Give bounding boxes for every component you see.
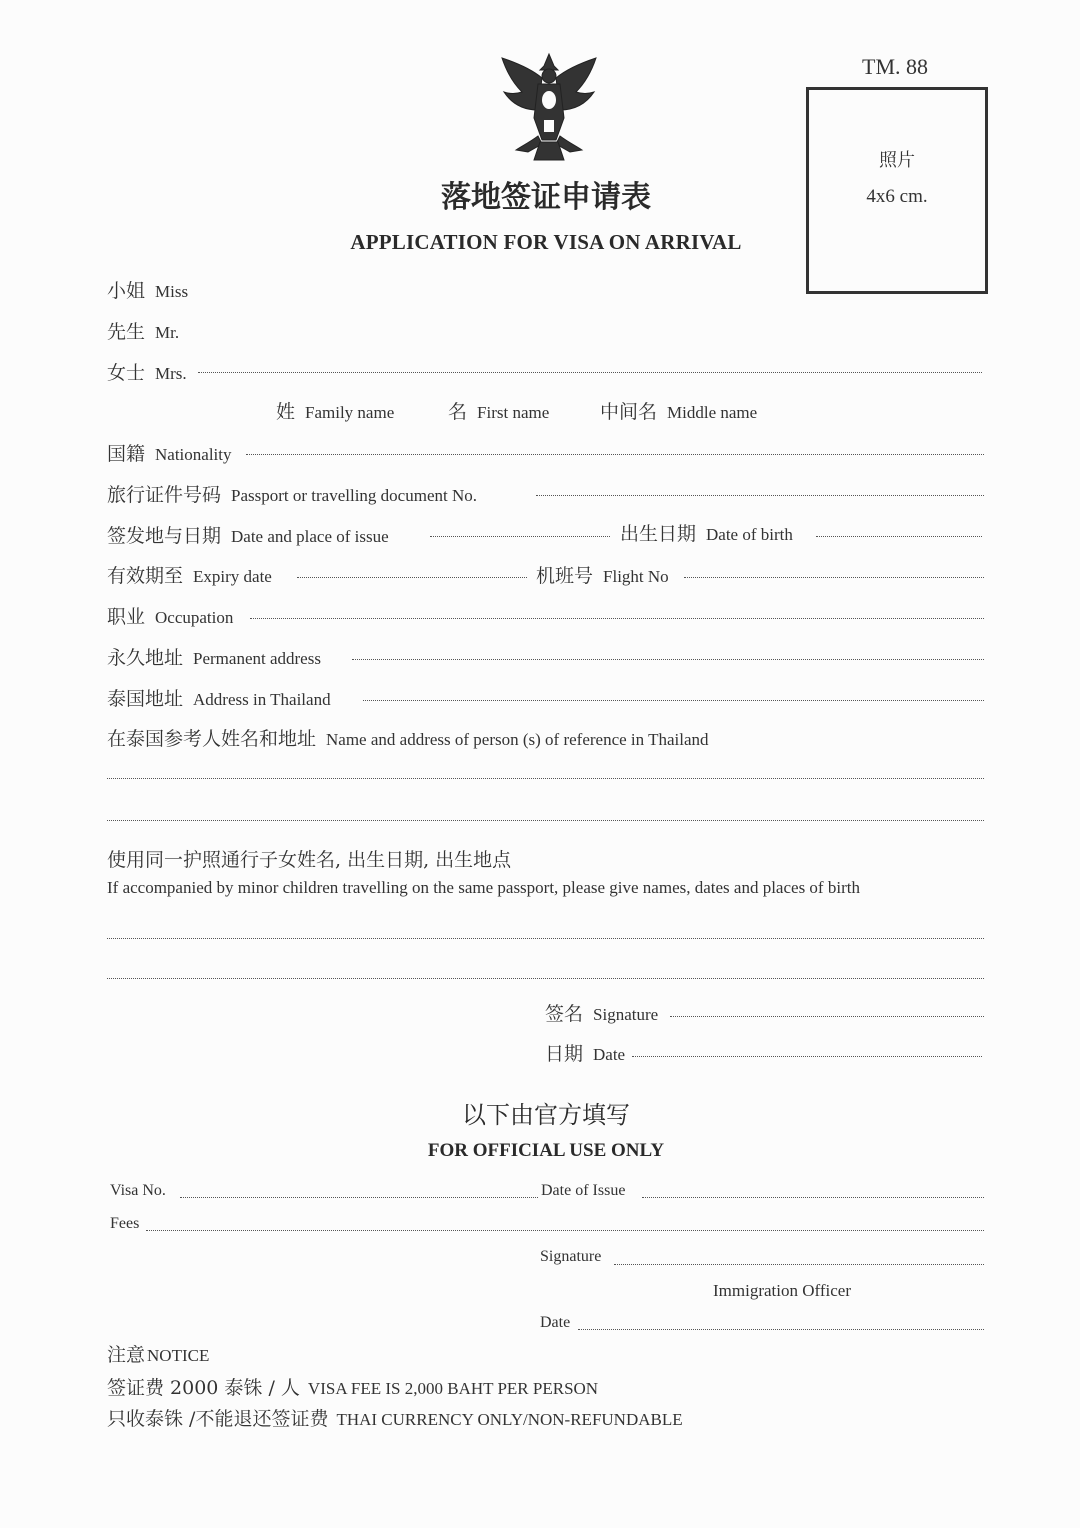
immigration-officer-label: Immigration Officer (713, 1281, 852, 1300)
issue-label (107, 521, 389, 548)
applicant-date-label (545, 1039, 625, 1066)
officer-date-label: Date (540, 1314, 571, 1331)
occupation-field[interactable] (250, 618, 984, 619)
issue-field[interactable] (430, 536, 610, 537)
thai-address-en: Address in Thailand (193, 690, 331, 709)
flight-field[interactable] (684, 577, 984, 578)
reference-field-1[interactable] (107, 778, 984, 779)
applicant-date-field[interactable] (632, 1056, 982, 1057)
form-code: TM. 88 (862, 54, 928, 79)
notice-line-2 (107, 1404, 683, 1431)
date-of-issue-label: Date of Issue (541, 1182, 626, 1199)
title-mrs[interactable] (107, 358, 187, 385)
nationality-field[interactable] (246, 454, 984, 455)
title-mr-zh: 先生 (107, 321, 146, 343)
title-miss[interactable] (107, 276, 188, 303)
expiry-en: Expiry date (193, 567, 272, 586)
permanent-address-label (107, 643, 321, 670)
passport-en: Passport or travelling document No. (231, 486, 478, 505)
expiry-label (107, 561, 272, 588)
garuda-emblem-icon (494, 48, 604, 166)
occupation-zh: 职业 (107, 606, 146, 628)
official-title-en: FOR OFFICIAL USE ONLY (427, 1140, 665, 1161)
reference-label (107, 724, 709, 751)
date-zh: 日期 (545, 1043, 584, 1065)
form-title-en: APPLICATION FOR VISA ON ARRIVAL (350, 230, 742, 254)
family-name-zh: 姓 (276, 401, 296, 423)
permanent-en: Permanent address (193, 649, 321, 668)
passport-zh: 旅行证件号码 (107, 484, 222, 506)
title-mrs-zh: 女士 (107, 362, 146, 384)
date-of-issue-field[interactable] (642, 1197, 984, 1198)
official-title-zh: 以下由官方填写 (462, 1101, 630, 1129)
notice-title (107, 1340, 209, 1367)
children-label-en: If accompanied by minor children travelling on the same passport, please give names, dates and places of birth (107, 878, 860, 897)
first-name-zh: 名 (448, 401, 468, 423)
applicant-signature-label (545, 999, 658, 1026)
thai-address-zh: 泰国地址 (107, 688, 184, 710)
reference-zh: 在泰国参考人姓名和地址 (107, 728, 317, 750)
fees-field[interactable] (146, 1230, 984, 1231)
date-en: Date (593, 1045, 626, 1064)
flight-en: Flight No (603, 567, 669, 586)
signature-zh: 签名 (545, 1003, 584, 1025)
nationality-en: Nationality (155, 445, 232, 464)
reference-field-2[interactable] (107, 820, 984, 821)
officer-date-field[interactable] (578, 1329, 984, 1330)
first-name-label (448, 397, 549, 424)
issue-en: Date and place of issue (231, 527, 389, 546)
birth-en: Date of birth (706, 525, 793, 544)
flight-zh: 机班号 (536, 565, 594, 587)
name-field[interactable] (198, 372, 982, 373)
officer-signature-field[interactable] (614, 1264, 984, 1265)
notice-line-2-en: THAI CURRENCY ONLY/NON-REFUNDABLE (336, 1410, 683, 1429)
family-name-en: Family name (305, 403, 395, 422)
signature-en: Signature (593, 1005, 659, 1024)
flight-label (536, 561, 669, 588)
nationality-label (107, 439, 232, 466)
title-miss-zh: 小姐 (107, 280, 146, 302)
occupation-en: Occupation (155, 608, 234, 627)
middle-name-zh: 中间名 (600, 401, 658, 423)
birth-label (620, 519, 793, 546)
notice-line-2-zh: 只收泰铢 /不能退还签证费 (107, 1408, 329, 1430)
permanent-zh: 永久地址 (107, 647, 184, 669)
children-field-1[interactable] (107, 938, 984, 939)
permanent-address-field[interactable] (352, 659, 984, 660)
notice-title-en: NOTICE (147, 1346, 210, 1365)
visa-no-field[interactable] (180, 1197, 538, 1198)
form-title-zh: 落地签证申请表 (441, 180, 651, 215)
photo-label: 照片 (879, 150, 915, 171)
birth-field[interactable] (816, 536, 982, 537)
children-label-zh: 使用同一护照通行子女姓名, 出生日期, 出生地点 (107, 849, 512, 871)
expiry-zh: 有效期至 (107, 565, 184, 587)
thai-address-field[interactable] (363, 700, 984, 701)
title-mr-en: Mr. (155, 323, 180, 342)
first-name-en: First name (477, 403, 550, 422)
children-field-2[interactable] (107, 978, 984, 979)
issue-zh: 签发地与日期 (107, 525, 222, 547)
middle-name-label (600, 397, 757, 424)
notice-line-1-en: VISA FEE IS 2,000 BAHT PER PERSON (307, 1379, 599, 1398)
visa-no-label: Visa No. (110, 1182, 166, 1199)
fees-label: Fees (110, 1215, 140, 1232)
expiry-field[interactable] (297, 577, 527, 578)
applicant-signature-field[interactable] (670, 1016, 984, 1017)
notice-title-zh: 注意 (107, 1344, 146, 1366)
thai-address-label (107, 684, 331, 711)
birth-zh: 出生日期 (620, 523, 697, 545)
middle-name-en: Middle name (667, 403, 758, 422)
passport-label (107, 480, 477, 507)
reference-en: Name and address of person (s) of reference in Thailand (326, 730, 709, 749)
title-mr[interactable] (107, 317, 179, 344)
nationality-zh: 国籍 (107, 443, 146, 465)
notice-line-1 (107, 1373, 598, 1400)
passport-field[interactable] (536, 495, 984, 496)
title-mrs-en: Mrs. (155, 364, 187, 383)
officer-signature-label: Signature (540, 1248, 602, 1265)
photo-size: 4x6 cm. (866, 186, 928, 207)
family-name-label (276, 397, 394, 424)
notice-line-1-zh: 签证费 2000 泰铢 / 人 (107, 1377, 300, 1399)
occupation-label (107, 602, 233, 629)
title-miss-en: Miss (155, 282, 189, 301)
